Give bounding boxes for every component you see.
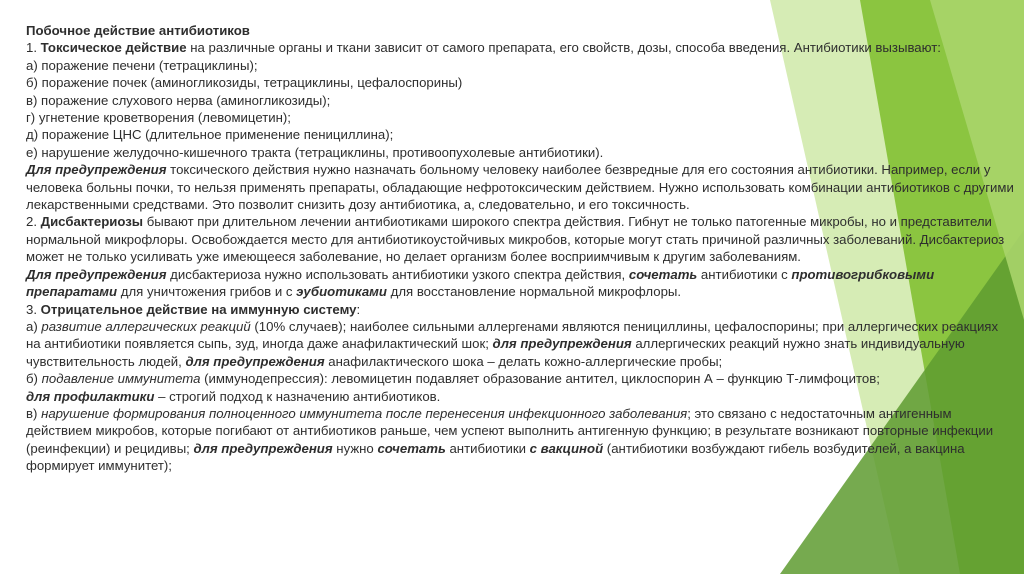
text: токсического действия нужно назначать больному человеку наиболее безвредные для его состояния антибиотики. Например, если у человека больны почки, то нельзя применять препараты, обладающие нефротоксическим действием. Нужно использовать комбинации антибиотиков с другими лекарственными средствами. Это позволит снизить дозу антибиотика, а, следовательно, и его токсичность. [26,162,1014,213]
paragraph-prevention-1 [26,161,1016,213]
term-immunity-formation: нарушение формирования полноценного иммунитета после перенесения инфекционного заболевания [41,405,688,421]
term-immunosuppression: подавление иммунитета [41,371,201,387]
text: для уничтожения грибов и с [117,284,297,300]
term-prevention: Для предупреждения [26,162,167,178]
paragraph-immune-a [26,318,1016,370]
list-item-d: г) угнетение кроветворения (левомицетин); [26,110,291,126]
text: антибиотики с [697,266,792,282]
text: (антибиотики возбуждают гибель возбудителей, а вакцина формирует иммунитет); [26,440,965,474]
term-vaccine: с вакциной [529,440,604,456]
term-prevention: для предупреждения [193,440,333,456]
list-item-a: а) поражение печени (тетрациклины); [26,57,258,73]
text: в) [26,405,42,421]
text: на различные органы и ткани зависит от самого препарата, его свойств, дозы, способа введения. Антибиотики вызывают: [186,40,941,56]
text: (10% случаев); наиболее сильными аллергенами являются пенициллины, цефалоспорины; при аллергических реакциях на антибиотики появляется сыпь, зуд, иногда даже анафилактический шок; [26,318,999,352]
paragraph-immune-c [26,405,1016,475]
paragraph-immune-b-prophylaxis [26,388,1016,405]
term-immune: Отрицательное действие на иммунную систему [40,301,357,317]
text: : [356,301,361,317]
item-number: 2. [26,214,41,230]
paragraph-dysbacteriosis [26,213,1016,265]
slide-content [26,22,1016,475]
term-antifungal: противогрибковыми препаратами [26,266,935,300]
slide-title: Побочное действие антибиотиков [26,23,250,38]
term-dysbacteriosis: Дисбактериозы [40,214,144,230]
term-prevention: для предупреждения [185,353,325,369]
text: дисбактериоза нужно использовать антибиотики узкого спектра действия, [166,266,629,282]
text: анафилактического шока – делать кожно-аллергические пробы; [324,353,723,369]
list-item-b: б) поражение почек (аминогликозиды, тетрациклины, цефалоспорины) [26,75,463,91]
text: аллергических реакций нужно знать индивидуальную чувствительность людей, [26,336,965,369]
text: а) [26,318,42,334]
term-prevention: для предупреждения [492,336,632,352]
text: – строгий подход к назначению антибиотиков. [154,388,441,404]
text: антибиотики [445,440,530,456]
term-allergy: развитие аллергических реакций [41,318,251,334]
text: ; это связано с недостаточным антигенным действием микробов, которые погибают от антибиотиков раньше, чем успеют выполнить антигенную функцию; в результате возникают повторные инфекции (реинфекции) и рецидивы; [26,405,994,456]
list-item-e: д) поражение ЦНС (длительное применение пенициллина); [26,127,394,143]
paragraph-toxic [26,39,1016,56]
text: (иммунодепрессия): левомицетин подавляет образование антител, циклоспорин А – функцию Т-лимфоцитов; [200,371,880,387]
term-combine: сочетать [377,440,446,456]
term-eubiotics: эубиотиками [296,284,387,300]
term-prophylaxis: для профилактики [26,388,155,404]
text: для восстановление нормальной микрофлоры. [386,284,682,300]
text: нужно [332,440,378,456]
paragraph-prevention-2 [26,266,1016,301]
text: бывают при длительном лечении антибиотиками широкого спектра действия. Гибнут не только патогенные микробы, но и представители нормальной микрофлоры. Освобождается место для антибиотикоустойчивых микробов, которые могут стать причиной различных заболеваний. Дисбактериоз может не только усиливать уже имеющееся заболевание, но делает организм более восприимчивым к другим заболеваниям. [26,214,1005,265]
term-combine: сочетать [628,266,698,282]
item-number: 1. [26,40,41,56]
paragraph-immune [26,301,1016,318]
term-prevention: Для предупреждения [26,266,167,282]
term-toxic: Токсическое действие [40,40,187,56]
text: б) [26,371,42,387]
list-item-c: в) поражение слухового нерва (аминогликозиды); [26,92,331,108]
list-item-f: е) нарушение желудочно-кишечного тракта (тетрациклины, противоопухолевые антибиотики). [26,144,604,160]
item-number: 3. [26,301,41,317]
paragraph-immune-b [26,370,1016,387]
